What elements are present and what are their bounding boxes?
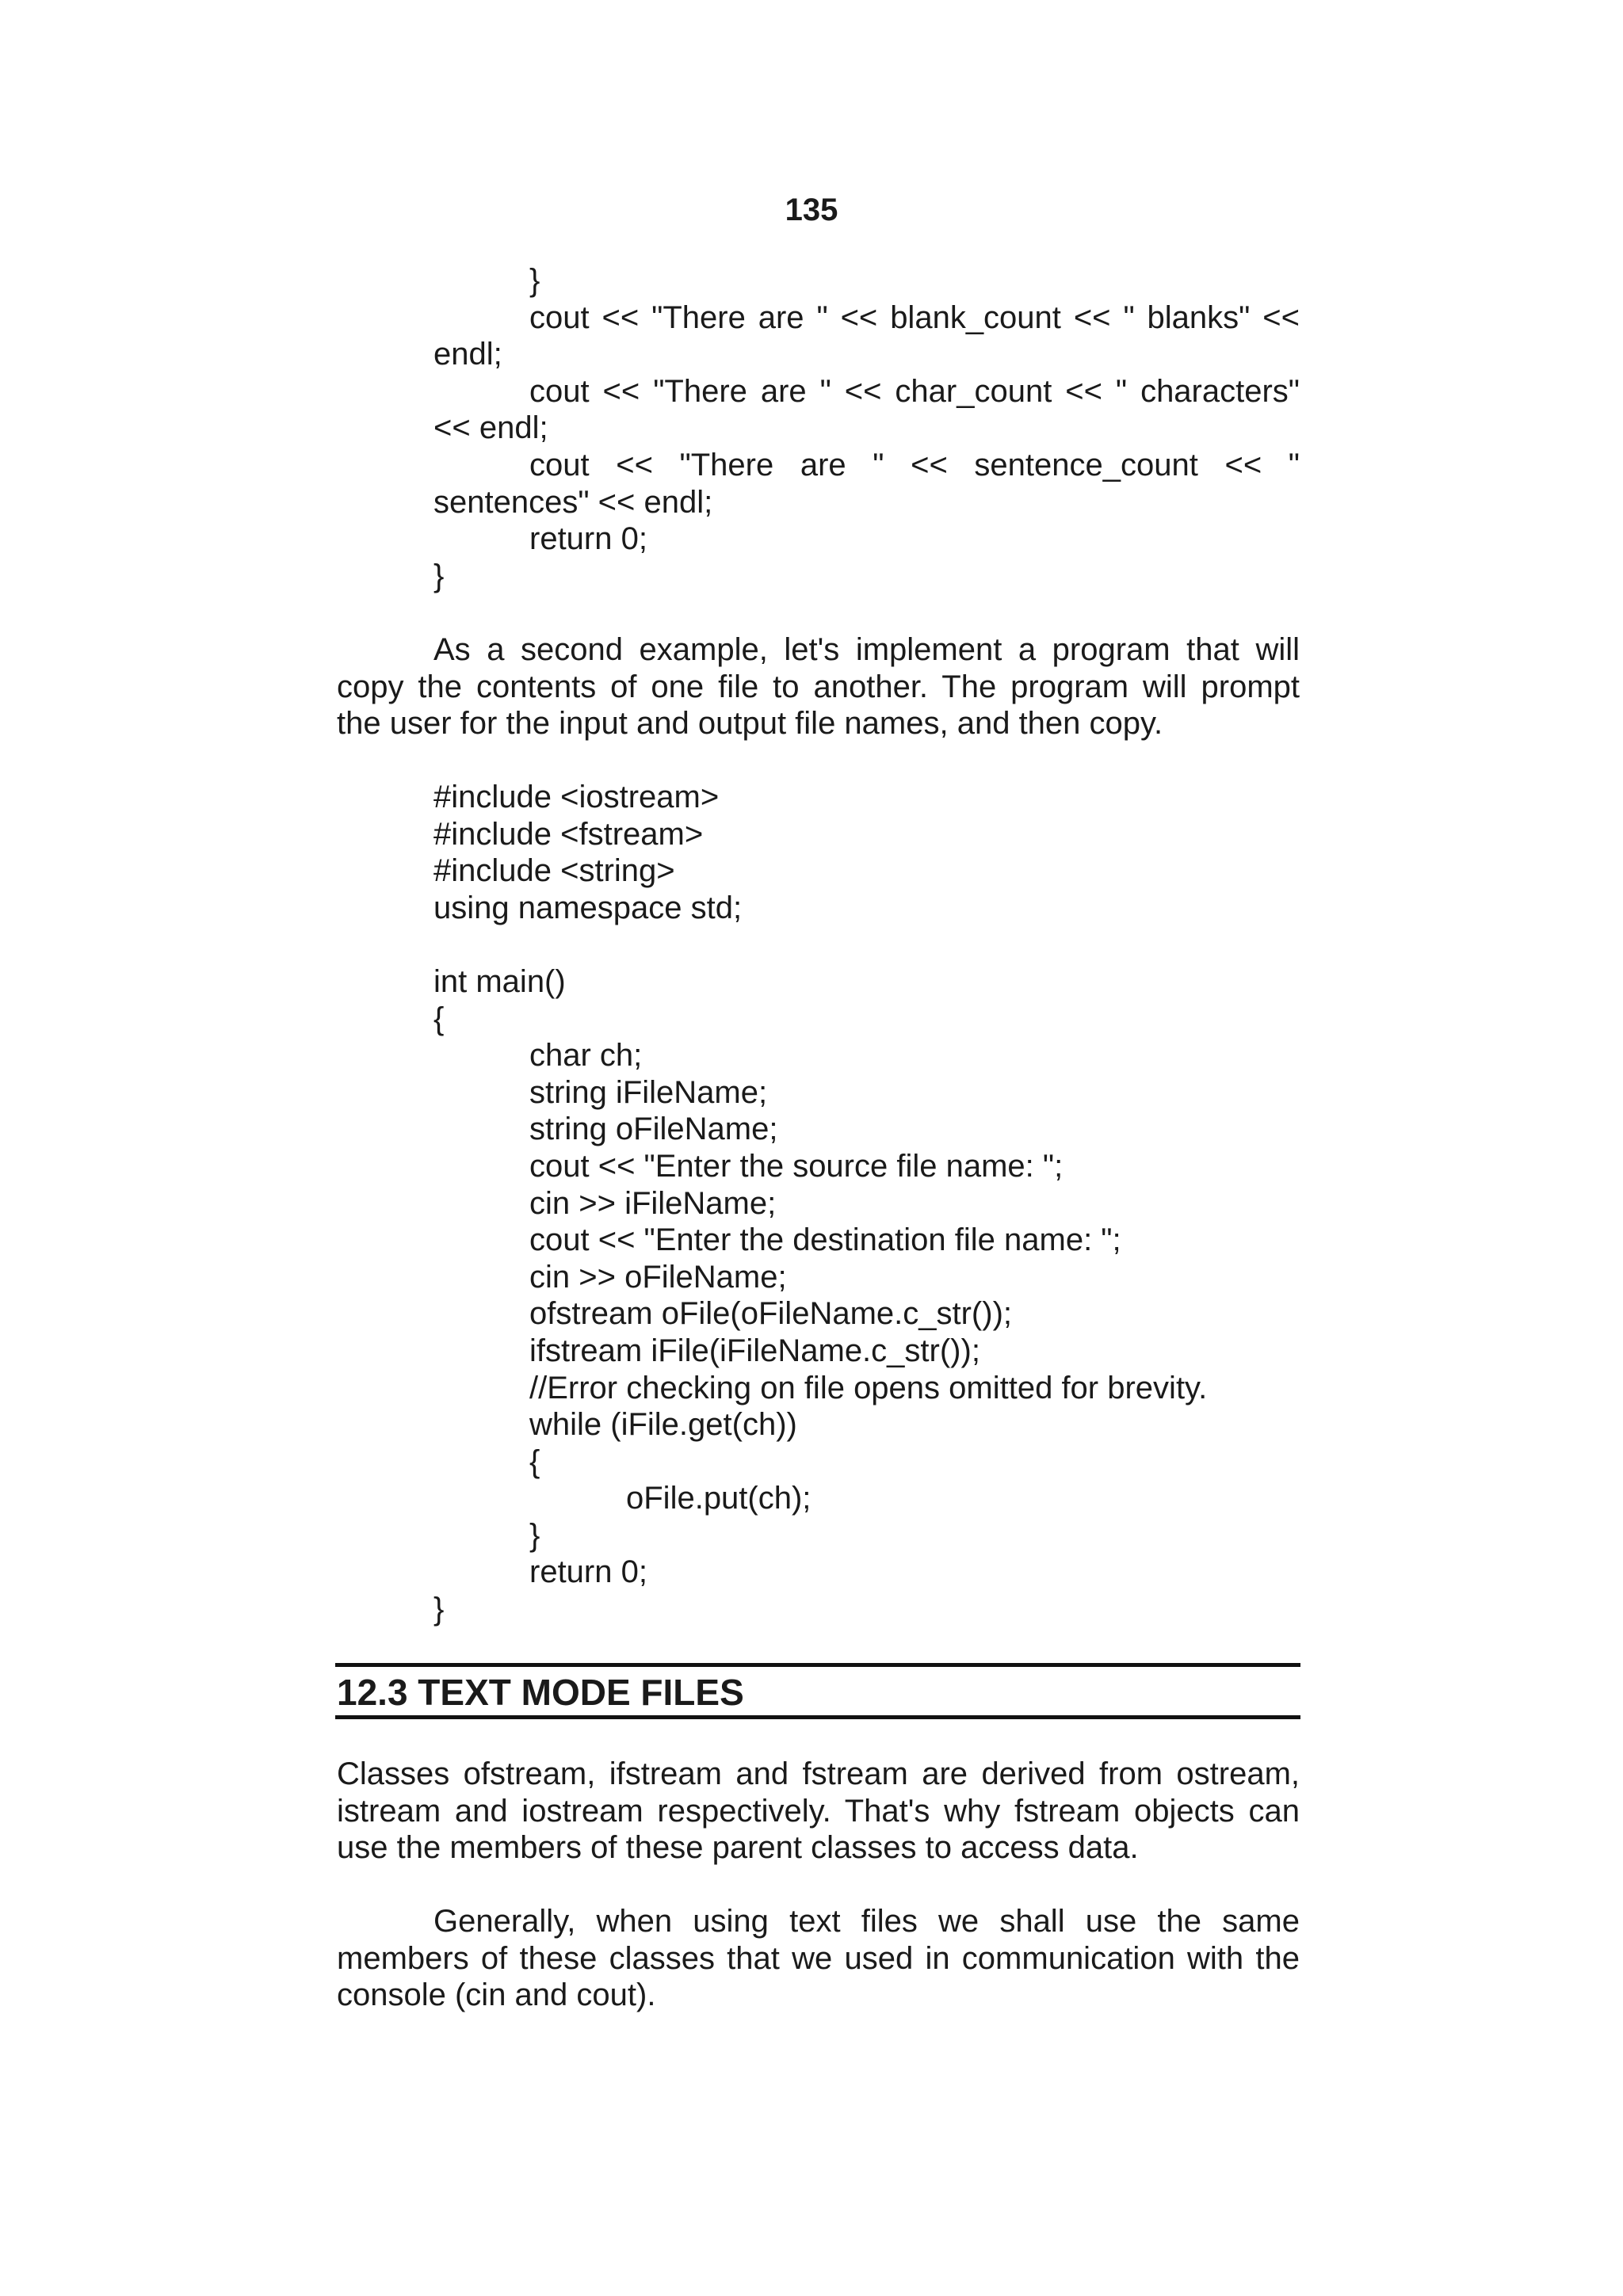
code-line: } [433,1592,445,1627]
page-number: 135 [785,193,838,227]
code-line: #include <iostream> [433,780,720,814]
paragraph-line: istream and iostream respectively. That's why fstream objects can [337,1793,1300,1829]
code-line: cout << "There are " << blank_count << " blanks" << [529,299,1300,335]
code-line: char ch; [529,1038,643,1074]
code-line: oFile.put(ch); [626,1481,812,1516]
paragraph-text-files [337,1903,1300,2014]
paragraph-line: members of these classes that we used in communication with the [337,1940,1300,1976]
section-heading: 12.3 TEXT MODE FILES [337,1672,744,1713]
heading-rule-bottom [335,1715,1300,1719]
code-line: #include <fstream> [433,816,704,852]
code-line: //Error checking on file opens omitted for brevity. [529,1370,1208,1405]
paragraph-class-derivation [337,1756,1300,1867]
paragraph-line: Classes ofstream, ifstream and fstream are derived from ostream, [337,1756,1300,1791]
paragraph-line: use the members of these parent classes to access data. [337,1830,1139,1866]
code-line: int main() [433,963,566,999]
code-line: << endl; [433,410,548,446]
paragraph-line: the user for the input and output file names, and then copy. [337,706,1163,742]
code-line: } [529,263,540,298]
paragraph-line: Generally, when using text files we shall use the same [433,1904,1300,1939]
code-line: string oFileName; [529,1112,778,1147]
code-line: endl; [433,337,502,372]
code-line: cout << "Enter the destination file name: "; [529,1222,1121,1258]
paragraph-line: console (cin and cout). [337,1978,656,2013]
heading-rule-top [335,1663,1300,1667]
code-line: return 0; [529,1554,647,1590]
code-line: cout << "Enter the source file name: "; [529,1148,1064,1184]
code-line: { [433,1001,445,1036]
code-line: cout << "There are " << sentence_count << " [529,447,1300,482]
code-line: cin >> iFileName; [529,1185,777,1221]
code-line: cin >> oFileName; [529,1259,787,1295]
code-line: } [433,558,445,593]
code-line: sentences" << endl; [433,484,713,520]
code-line: string iFileName; [529,1074,768,1110]
code-line: using namespace std; [433,890,743,925]
code-line: { [529,1444,540,1479]
code-line: #include <string> [433,853,675,889]
paragraph-line: copy the contents of one file to another. The program will prompt [337,669,1300,704]
code-line: return 0; [529,521,647,557]
paragraph-second-example [337,631,1300,742]
code-line: ofstream oFile(oFileName.c_str()); [529,1296,1013,1332]
code-line [337,926,1300,963]
code-line: cout << "There are " << char_count << " characters" [529,373,1300,409]
code-line: ifstream iFile(iFileName.c_str()); [529,1333,980,1368]
code-line: while (iFile.get(ch)) [529,1407,797,1443]
code-block-continued [337,262,1300,594]
code-block-file-copy [337,779,1300,1628]
paragraph-line: As a second example, let's implement a program that will [433,632,1300,667]
code-line: } [529,1517,540,1553]
